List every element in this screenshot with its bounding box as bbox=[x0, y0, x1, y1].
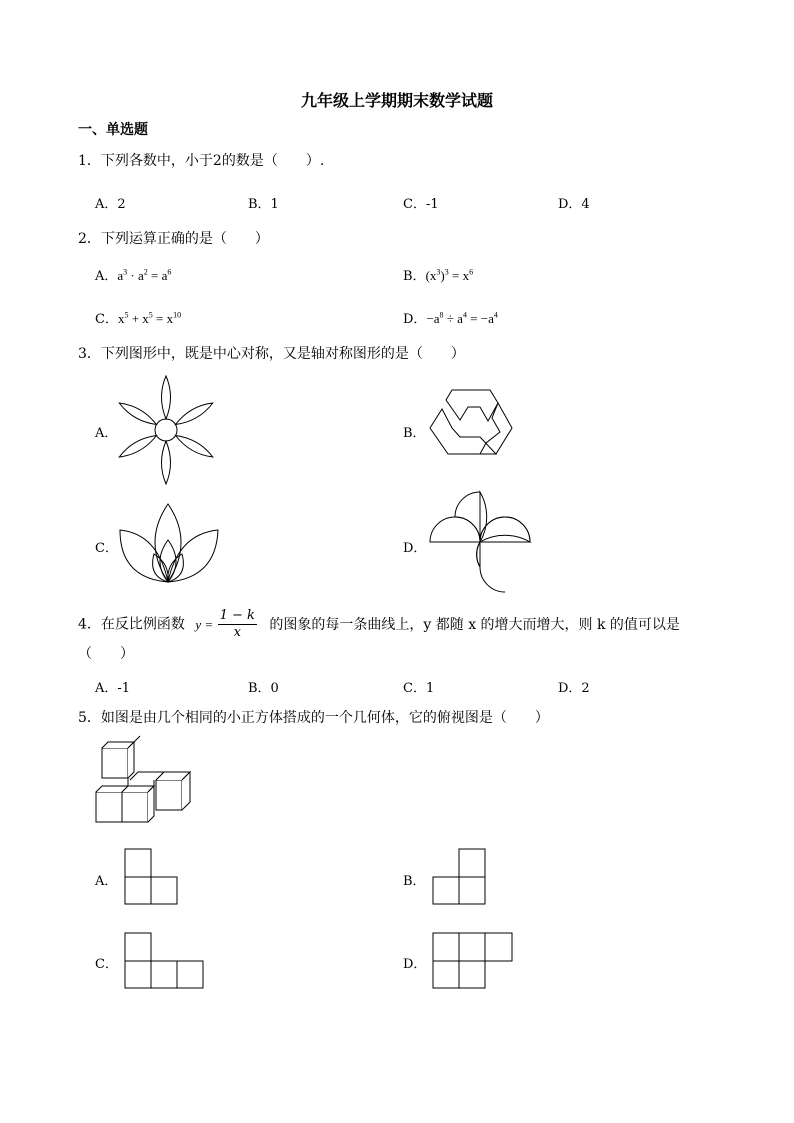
top-view-b[interactable] bbox=[432, 848, 486, 906]
q5-option-a-label[interactable]: A． bbox=[95, 874, 118, 889]
page-title: 九年级上学期期末数学试题 bbox=[300, 91, 493, 110]
question-1-stem: 1．下列各数中，小于2的数是（ ）. bbox=[78, 153, 325, 169]
top-view-c[interactable] bbox=[124, 932, 204, 990]
q2-option-a[interactable] bbox=[95, 265, 171, 284]
q1-option-d[interactable]: D．4 bbox=[558, 197, 590, 212]
figure-recycle-triangle[interactable] bbox=[428, 388, 514, 468]
fraction: $\frac{1 - k}{x}$ bbox=[219, 608, 255, 640]
q1-option-b[interactable]: B．1 bbox=[248, 197, 279, 212]
q1-option-a[interactable]: A．2 bbox=[95, 197, 126, 212]
figure-pinwheel[interactable] bbox=[429, 491, 531, 569]
math-expression: $-a^8 \div a^4 = -a^4$ bbox=[426, 310, 498, 326]
section-heading: 一、单选题 bbox=[78, 122, 148, 138]
top-view-d[interactable] bbox=[432, 932, 514, 990]
option-label: C． bbox=[95, 312, 118, 327]
figure-lotus[interactable] bbox=[118, 500, 222, 584]
q4-option-b[interactable]: B．0 bbox=[248, 681, 279, 696]
q1-option-c[interactable]: C．-1 bbox=[403, 197, 439, 212]
figure-cube-stack bbox=[94, 740, 194, 824]
math-expression: $a^3 \cdot a^2 = a^6$ bbox=[117, 267, 172, 283]
question-3-stem: 3．下列图形中，既是中心对称，又是轴对称图形的是（ ） bbox=[78, 346, 465, 362]
q3-option-b-label[interactable]: B． bbox=[403, 426, 426, 441]
q3-option-c-label[interactable]: C． bbox=[95, 541, 118, 556]
question-5-stem: 5．如图是由几个相同的小正方体搭成的一个几何体，它的俯视图是（ ） bbox=[78, 710, 549, 726]
option-label: A． bbox=[95, 269, 118, 284]
option-label: B． bbox=[403, 269, 426, 284]
q5-option-b-label[interactable]: B． bbox=[403, 874, 426, 889]
question-2-stem: 2．下列运算正确的是（ ） bbox=[78, 231, 269, 247]
function-lhs: y = bbox=[195, 616, 214, 632]
q5-option-c-label[interactable]: C． bbox=[95, 957, 118, 972]
q4-option-a[interactable]: A．-1 bbox=[95, 681, 131, 696]
question-4-tail: （ ） bbox=[78, 646, 134, 662]
q2-option-d[interactable] bbox=[403, 308, 498, 327]
q3-option-a-label[interactable]: A． bbox=[95, 426, 118, 441]
q2-option-b[interactable] bbox=[403, 265, 473, 284]
q4-option-d[interactable]: D．2 bbox=[558, 681, 590, 696]
q3-option-d-label[interactable]: D． bbox=[403, 541, 427, 556]
math-expression: $x^5 + x^5 = x^{10}$ bbox=[117, 310, 182, 326]
option-label: D． bbox=[403, 312, 427, 327]
math-expression: $(x^3)^3 = x^6$ bbox=[425, 267, 474, 283]
q2-option-c[interactable] bbox=[95, 308, 181, 327]
question-4-stem: 4．在反比例函数 y = $\frac{1 - k}{x}$ 的图象的每一条曲线上，y 都随 x 的增大而增大，则 k 的值可以是 bbox=[78, 608, 680, 640]
top-view-a[interactable] bbox=[124, 848, 178, 906]
q4-option-c[interactable]: C．1 bbox=[403, 681, 435, 696]
q5-option-d-label[interactable]: D． bbox=[403, 957, 427, 972]
figure-flower-six-petals[interactable] bbox=[116, 374, 216, 486]
